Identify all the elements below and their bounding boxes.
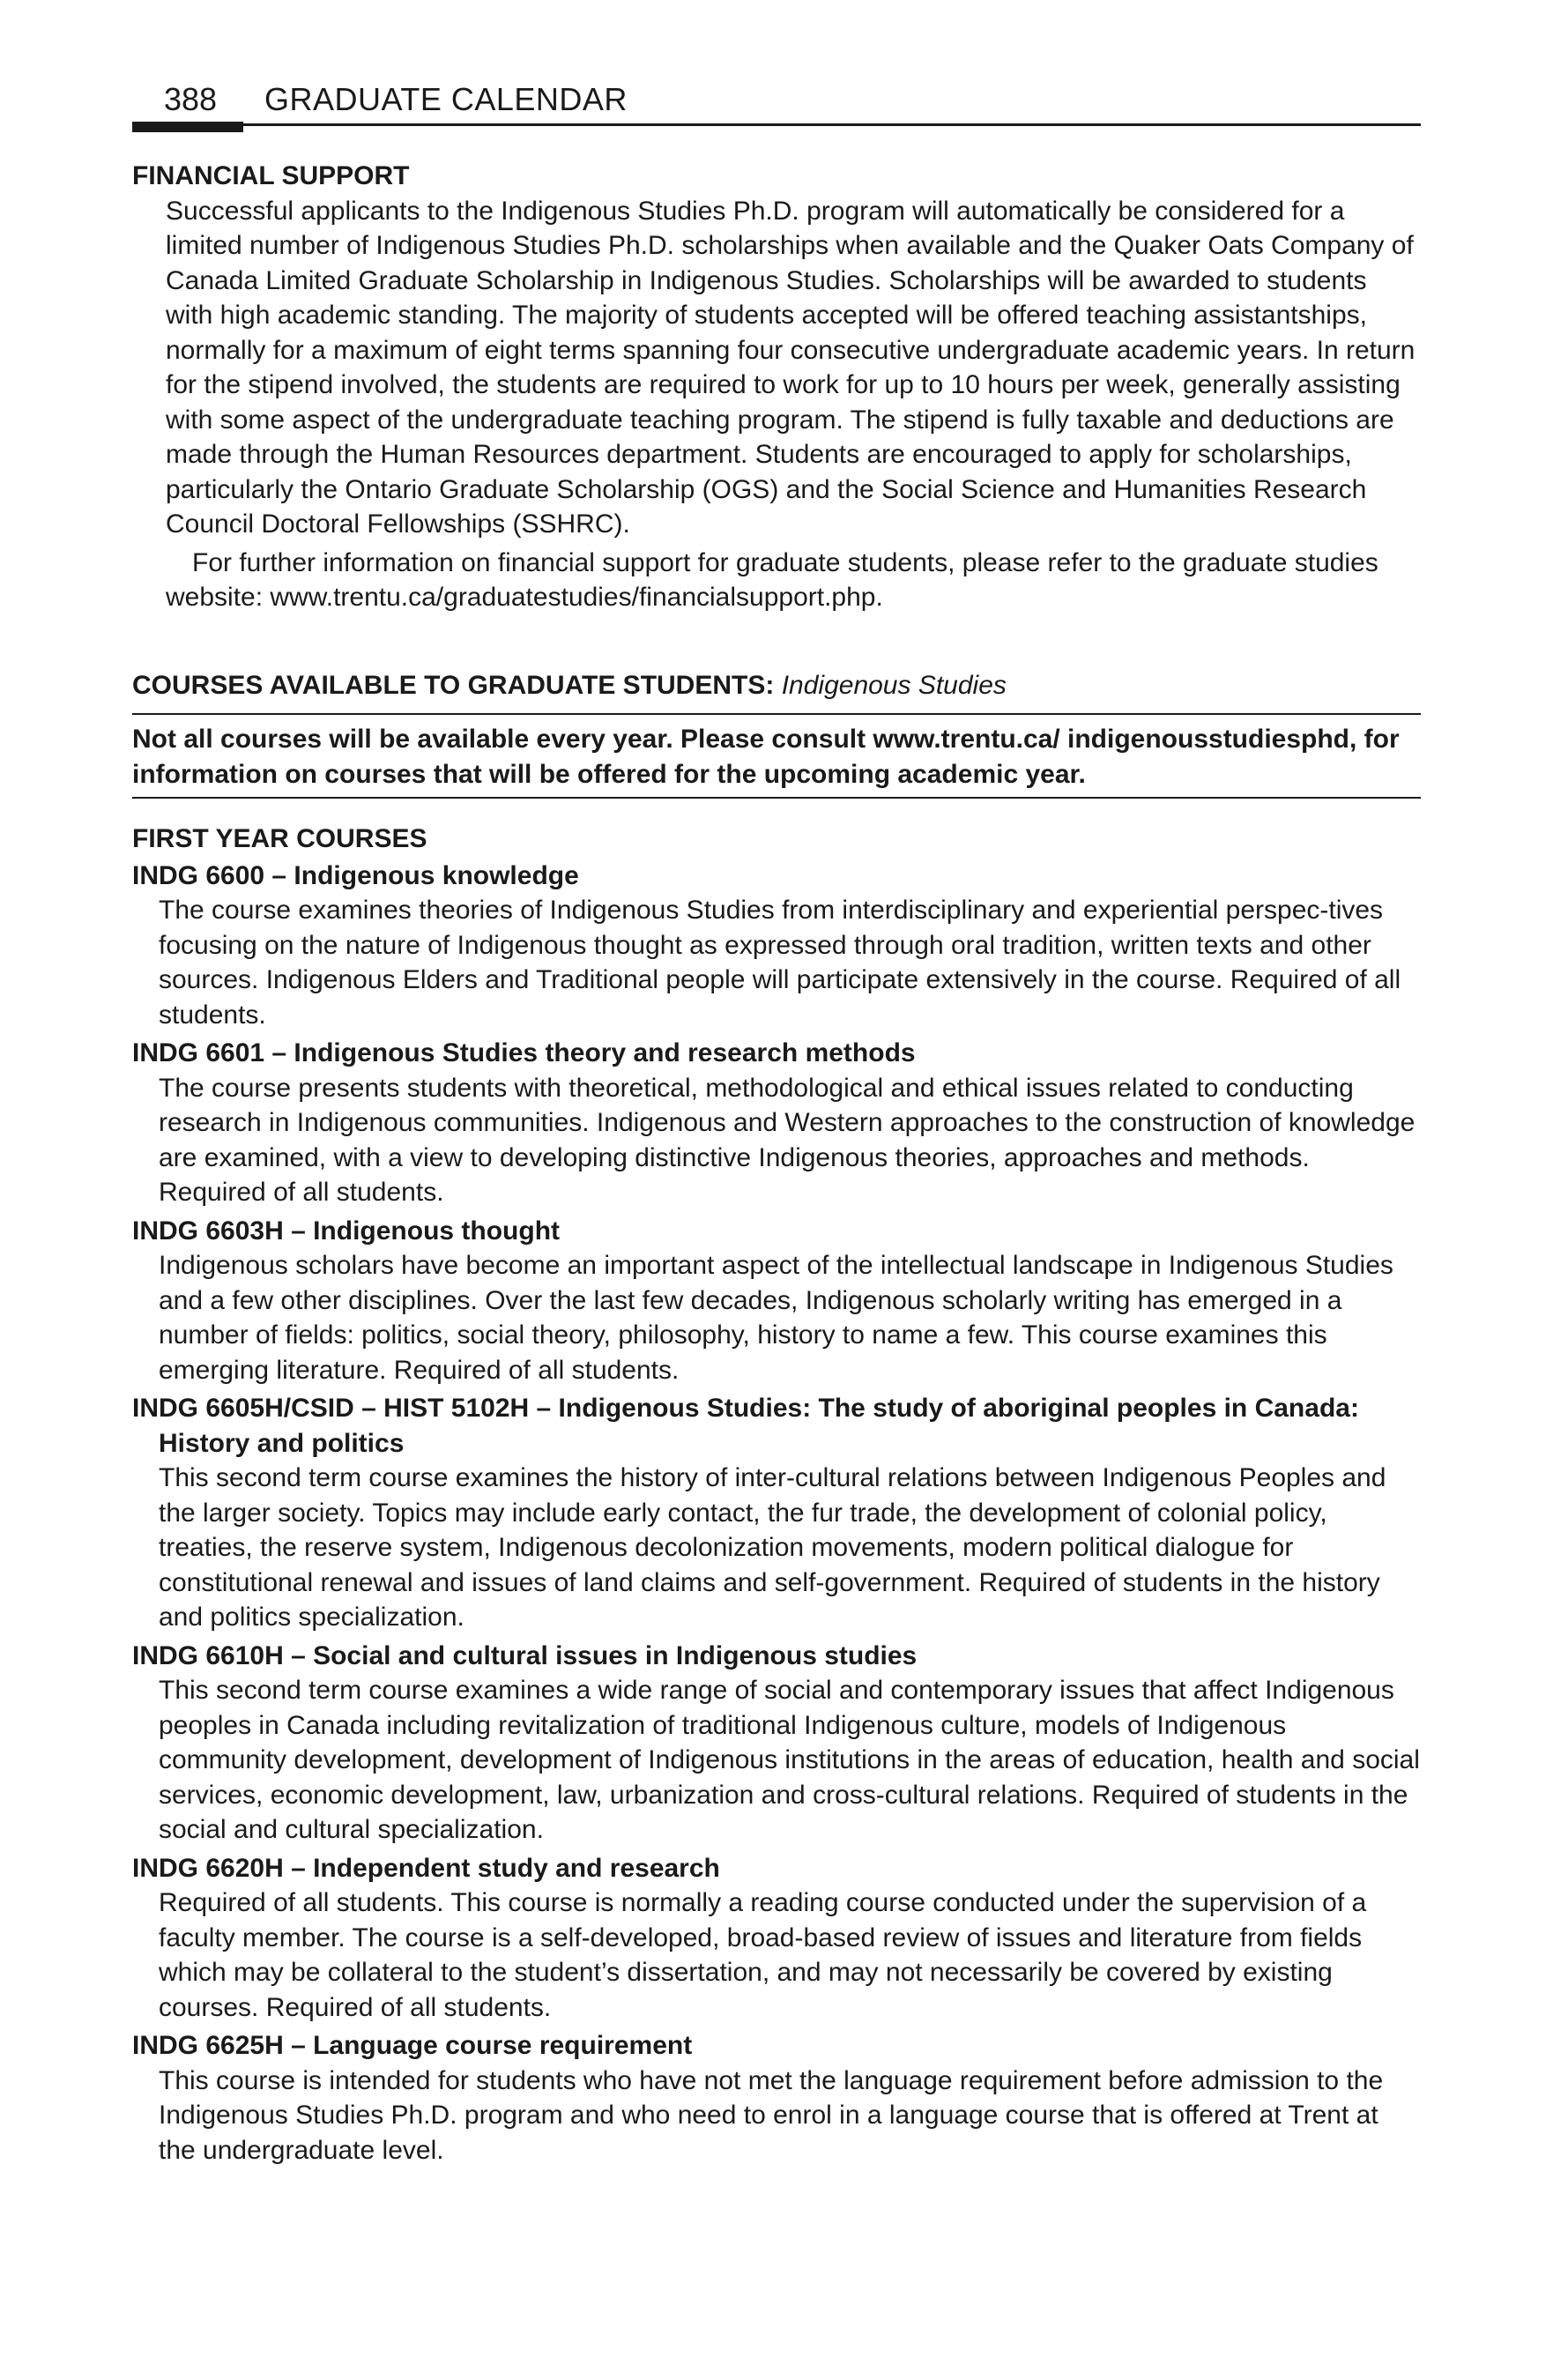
course-description: Required of all students. This course is normally a reading course conducted under the supervision of a faculty member. The course is a self-developed, broad-based review of issues and literature from fields which may be collateral to the student’s dissertation, and may not necessarily be covered by existing courses. Required of all students. xyxy=(159,1888,1367,2022)
course-entry xyxy=(132,2028,1421,2168)
financial-support-paragraph-link: For further information on financial support for graduate students, please refer to the graduate studies website: www.trentu.ca/graduatestudies/financialsupport.php. xyxy=(166,547,1378,612)
course-description: Indigenous scholars have become an important aspect of the intellectual landscape in Indigenous Studies and a few other disciplines. Over the last few decades, Indigenous scholarly writing has emerged in a number of fields: politics, social theory, philosophy, history to name a few. This course examines this emerging literature. Required of all students. xyxy=(159,1251,1393,1385)
financial-support-heading: FINANCIAL SUPPORT xyxy=(132,161,410,190)
courses-heading xyxy=(132,668,1421,703)
header-tab-bar xyxy=(132,122,243,132)
course-entry xyxy=(132,859,1421,1033)
course-title: INDG 6620H – Independent study and research xyxy=(132,1853,720,1883)
course-entry xyxy=(132,1214,1421,1388)
course-entry xyxy=(132,1036,1421,1210)
course-description: The course presents students with theoretical, methodological and ethical issues related to conducting research in Indigenous communities. Indigenous and Western approaches to the construction of knowledge are examined, with a view to developing distinctive Indigenous theories, approaches and methods. Required of all students. xyxy=(159,1073,1416,1207)
header-rule xyxy=(132,123,1421,126)
course-entry xyxy=(132,1391,1421,1635)
courses-subject: Indigenous Studies xyxy=(781,670,1007,700)
course-title: INDG 6625H – Language course requirement xyxy=(132,2031,693,2060)
financial-support-body xyxy=(132,194,1421,615)
course-description: This second term course examines the history of inter-cultural relations between Indigenous Peoples and the larger society. Topics may include early contact, the fur trade, the development of colonial policy, treaties, the reserve system, Indigenous decolonization movements, modern political dialogue for constitutional renewal and issues of land claims and self-government. Required of students in the history and politics specialization. xyxy=(159,1463,1386,1632)
page-header xyxy=(132,81,1421,125)
courses-heading-label: COURSES AVAILABLE TO GRADUATE STUDENTS: xyxy=(132,670,775,700)
availability-notice: Not all courses will be available every year. Please consult www.trentu.ca/ indigenousstudiesphd, for information on courses that will be offered for the upcoming academic year. xyxy=(132,725,1400,789)
course-title: INDG 6603H – Indigenous thought xyxy=(132,1216,561,1246)
course-title: INDG 6601 – Indigenous Studies theory and research methods xyxy=(132,1038,916,1067)
course-description: This second term course examines a wide range of social and contemporary issues that affect Indigenous peoples in Canada including revitalization of traditional Indigenous culture, models of Indigenous community development, development of Indigenous institutions in the areas of education, health and social services, economic development, law, urbanization and cross-cultural relations. Required of students in the social and cultural specialization. xyxy=(159,1676,1420,1844)
course-entry xyxy=(132,1851,1421,2026)
course-description: This course is intended for students who have not met the language requirement before admission to the Indigenous Studies Ph.D. program and who need to enrol in a language course that is offered at Trent at the undergraduate level. xyxy=(159,2065,1384,2165)
course-description: The course examines theories of Indigenous Studies from interdisciplinary and experiential perspec-tives focusing on the nature of Indigenous thought as expressed through oral tradition, written texts and other sources. Indigenous Elders and Traditional people will participate extensively in the course. Required of all students. xyxy=(159,896,1401,1030)
page-content xyxy=(132,159,1421,2168)
page-number: 388 xyxy=(164,81,218,117)
notice-top-rule xyxy=(132,713,1421,715)
course-title: INDG 6600 – Indigenous knowledge xyxy=(132,860,579,890)
course-entry xyxy=(132,1639,1421,1848)
course-title: INDG 6610H – Social and cultural issues in Indigenous studies xyxy=(132,1640,918,1670)
running-title: GRADUATE CALENDAR xyxy=(264,81,628,117)
first-year-courses-heading: FIRST YEAR COURSES xyxy=(132,824,427,853)
course-title: INDG 6605H/CSID – HIST 5102H – Indigenous Studies: The study of aboriginal peoples in Canada: History and politics xyxy=(132,1394,1359,1458)
financial-support-paragraph: Successful applicants to the Indigenous Studies Ph.D. program will automatically be considered for a limited number of Indigenous Studies Ph.D. scholarships when available and the Quaker Oats Company of Canada Limited Graduate Scholarship in Indigenous Studies. Scholarships will be awarded to students with high academic standing. The majority of students accepted will be offered teaching assistantships, normally for a maximum of eight terms spanning four consecutive undergraduate academic years. In return for the stipend involved, the students are required to work for up to 10 hours per week, generally assisting with some aspect of the undergraduate teaching program. The stipend is fully taxable and deductions are made through the Human Resources department. Students are encouraged to apply for scholarships, particularly the Ontario Graduate Scholarship (OGS) and the Social Science and Humanities Research Council Doctoral Fellowships (SSHRC). xyxy=(166,196,1416,539)
